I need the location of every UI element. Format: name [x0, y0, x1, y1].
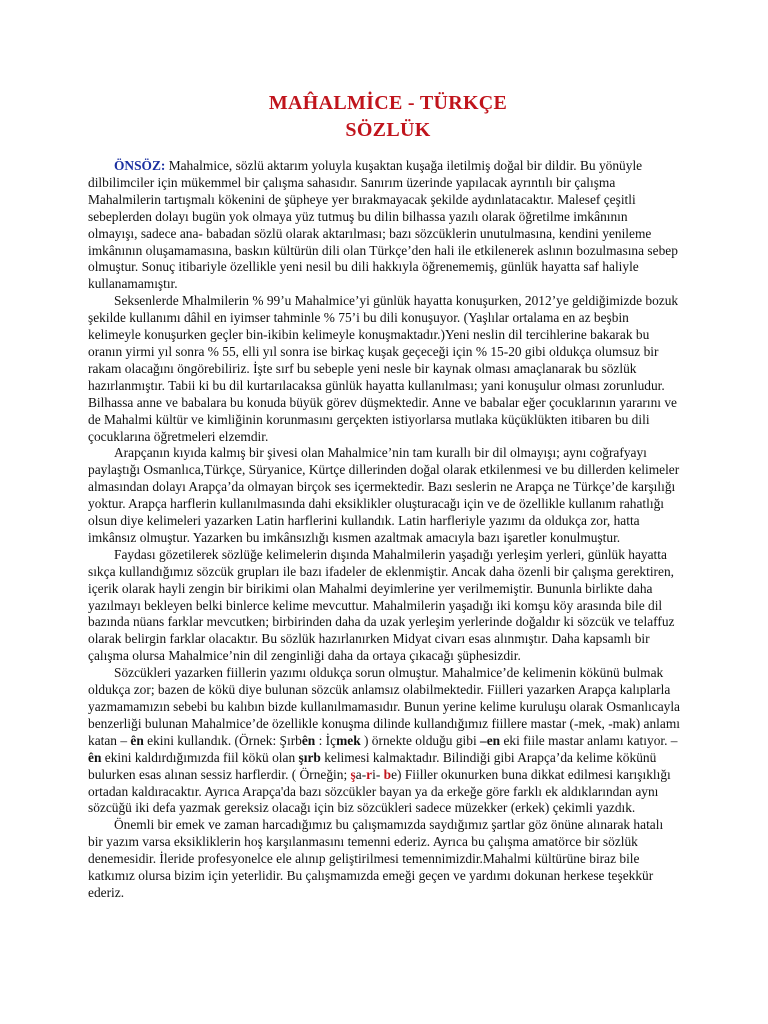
bold-suffix: –en [480, 732, 501, 748]
paragraph-3: Arapçanın kıyıda kalmış bir şivesi olan Mahalmice’nin tam kurallı bir dil olmayışı; aynı coğrafyayı paylaştığı Osmanlıca,Türkçe, Süryanice, Kürtçe dillerinden doğal olarak etkilenmesi ve bu dillerden kelimeler almasından dolayı Arapça’da olmayan birçok ses içermektedir. Bazı seslerin ne Arapça ne Türkçe’de karşılığı yoktur. Arapça harflerin kullanılmasında dahi eksiklikler oluşturacağı için ve de özellikle kullanım rahatlığı olsun diye kelimeleri yazarken Latin harflerini kullandık. Latin harfleriyle yazımı da oldukça zor, hatta imkânsız olmuştur. Yazarken bu imkânsızlığı kısmen azaltmak amacıyla bazı işaretler konulmuştur. [88, 445, 680, 545]
title-line-1: MAĤALMİCE - TÜRKÇE [268, 92, 508, 114]
text-run: Sözcükleri yazarken fiillerin yazımı oldukça sorun olmuştur. Mahalmice’de kelimenin kökünü bulmak oldukça zor; bazen de kökü diye bulunan sözcük anlamsız olabilmektedir. Fiilleri yazarken Arapça kalıplarla yazmamamızın sebebi bu kalıbın bizde kullanılmamasıdır. Bunun yerine kelime kuruluşu olarak Osmanlıcayla benzerliği bulunan Mahalmice’de özellikle konuşma dilinde kullandığımız fiillere mastar (-mek, -mak) anlamı katan – [88, 665, 681, 748]
red-letter: b [383, 766, 392, 782]
text-run: : İç [315, 732, 337, 748]
title-line-2: SÖZLÜK [345, 119, 431, 141]
paragraph-5 [88, 665, 680, 817]
text-run: ) Fiiller okunurken buna dikkat edilmesi karışıklığı ortadan kaldıracaktır. Ayrıca Arapça'da bazı sözcükler bayan ya da erkeğe göre farklı ek aldıklarından aynı sözcüğü iki defa yazmak gereksiz olacağı için biz sözcükleri sadece müzekker (erkek) çekimli yazdık. [88, 766, 671, 816]
document-body [88, 158, 680, 902]
text-run: e [391, 766, 398, 782]
paragraph-6: Önemli bir emek ve zaman harcadığımız bu çalışmamızda saydığımız şartlar göz önüne alınarak hatalı bir yazım varsa eksikliklerin hoş karşılanmasını temenni ederiz. Ayrıca bu çalışma amatörce bir sözlük denemesidir. İleride profesyonelce ele alınıp geliştirilmesi temennimizdir.Mahalmi kültürüne biraz bile katkımız olursa bizim için yeterlidir. Bu çalışmamızda emeği geçen ve yardımı dokunan herkese teşekkür ederiz. [88, 817, 664, 900]
red-letter: r [366, 766, 373, 782]
paragraph-2: Seksenlerde Mhalmilerin % 99’u Mahalmice’yi günlük hayatta konuşurken, 2012’ye geldiğimizde bozuk şekilde kullanımı dâhil en iyimser tahminle % 75’i bu dili konuşuyor. (Yaşlılar ortalama en az beşbin kelimeyle konuşurken geçler bin-ikibin kelimeyle konuşmaktadır.)Yeni neslin dil tercihlerine bakarak bu oranın yirmi yıl sonra % 55, elli yıl sonra ise birkaç kuşak geçeceği için % 15-20 gibi oldukça olumsuz bir rakam olacağını öngörebiliriz. İşte sırf bu sebeple yeni nesle bir kaynak olması amaçlanarak bu sözlük hazırlanmıştır. Tabii ki bu dil kurtarılacaksa günlük hayatta kullanılması; yani konuşulur olması zorunludur. Bilhassa anne ve babalara bu konuda büyük görev düşmektedir. Anne ve babalar eğer çocuklarının yararını ve de Mahalmi kültür ve kimliğinin korunmasını gerçekten istiyorlarsa mutlaka küçüklükten itibaren bu dili çocuklarına öğretmeleri elzemdir. [88, 293, 679, 444]
bold-suffix: ên [301, 732, 316, 748]
text-run: ekini kullandık. (Örnek: Şırb [143, 732, 302, 748]
preface-text: Mahalmice, sözlü aktarım yoluyla kuşaktan kuşağa iletilmiş doğal bir dildir. Bu yönüyle dilbilimciler için mükemmel bir çalışma sahasıdır. Sanırım üzerinde yapılacak ayrıntılı bir çalışma Mahalmilerin tartışmalı kökenini de şüpheye yer bırakmayacak şekilde aydınlatacaktır. Malesef çeşitli sebeplerden dolayı bugün yok olmaya yüz tutmuş bu dilin bilhassa yazılı olarak öğretilme imkânının olmayışı, sadece ana- babadan sözlü olarak aktarılması; bazı sözcüklerin unutulmasına, kendini yenileme imkânının oluşamamasına, baskın kültürün dili olan Türkçe’den hali ile etkilenerek aslının bozulmasına sebep olmuştur. Sonuç itibariyle özellikle yeni nesil bu dili hakkıyla öğrenememiş, günlük hayatta saf haliyle kullanamamıştır. [88, 158, 678, 292]
text-run: kelimesi kalmaktadır. Bilindiği gibi Arapça’da kelime kökünü bulurken esas alınan sessiz harflerdir. ( Örneğin; [88, 749, 657, 782]
text-run: ekini kaldırdığımızda fiil kökü olan [101, 749, 299, 765]
document-page [88, 90, 680, 902]
preface-label: ÖNSÖZ: [114, 158, 166, 173]
text-run: ) örnekte olduğu gibi [360, 732, 481, 748]
paragraph-preface [88, 158, 680, 293]
bold-suffix: ên [130, 732, 144, 748]
text-run: a- [355, 766, 367, 782]
paragraph-4: Faydası gözetilerek sözlüğe kelimelerin dışında Mahalmilerin yaşadığı yerleşim yerleri, günlük hayatta sıkça kullandığımız sözcük grupları ile bazı ifadeler de eklenmiştir. Ancak daha özenli bir çalışma gerektiren, içerik olarak hayli zengin bir birikimi olan Mahalmi deyimlerine yer verilmemiştir. Bununla birlikte daha yazılmayı bekleyen belki binlerce kelime mevcuttur. Mahalmilerin yaşadığı iki komşu köy arasında bile dil bazında nüans farklar mevcutken; birbirinden daha da uzak yerleşim yerlerinde doğaldır ki sözcük ve telaffuz olarak belirgin farklar olacaktır. Bu sözlük hazırlanırken Midyat civarı esas alınmıştır. Daha kapsamlı bir çalışma olursa Mahalmice’nin dil zenginliği daha da ortaya çıkacağı şüphesizdir. [88, 546, 675, 664]
red-letter: ş [350, 766, 356, 782]
bold-suffix: ên [88, 749, 102, 765]
text-run: eki fiile mastar anlamı katıyor. – [500, 732, 678, 748]
bold-word: şırb [298, 749, 321, 765]
bold-suffix: mek [336, 732, 361, 748]
text-run: i- [372, 766, 384, 782]
document-title [88, 90, 680, 144]
